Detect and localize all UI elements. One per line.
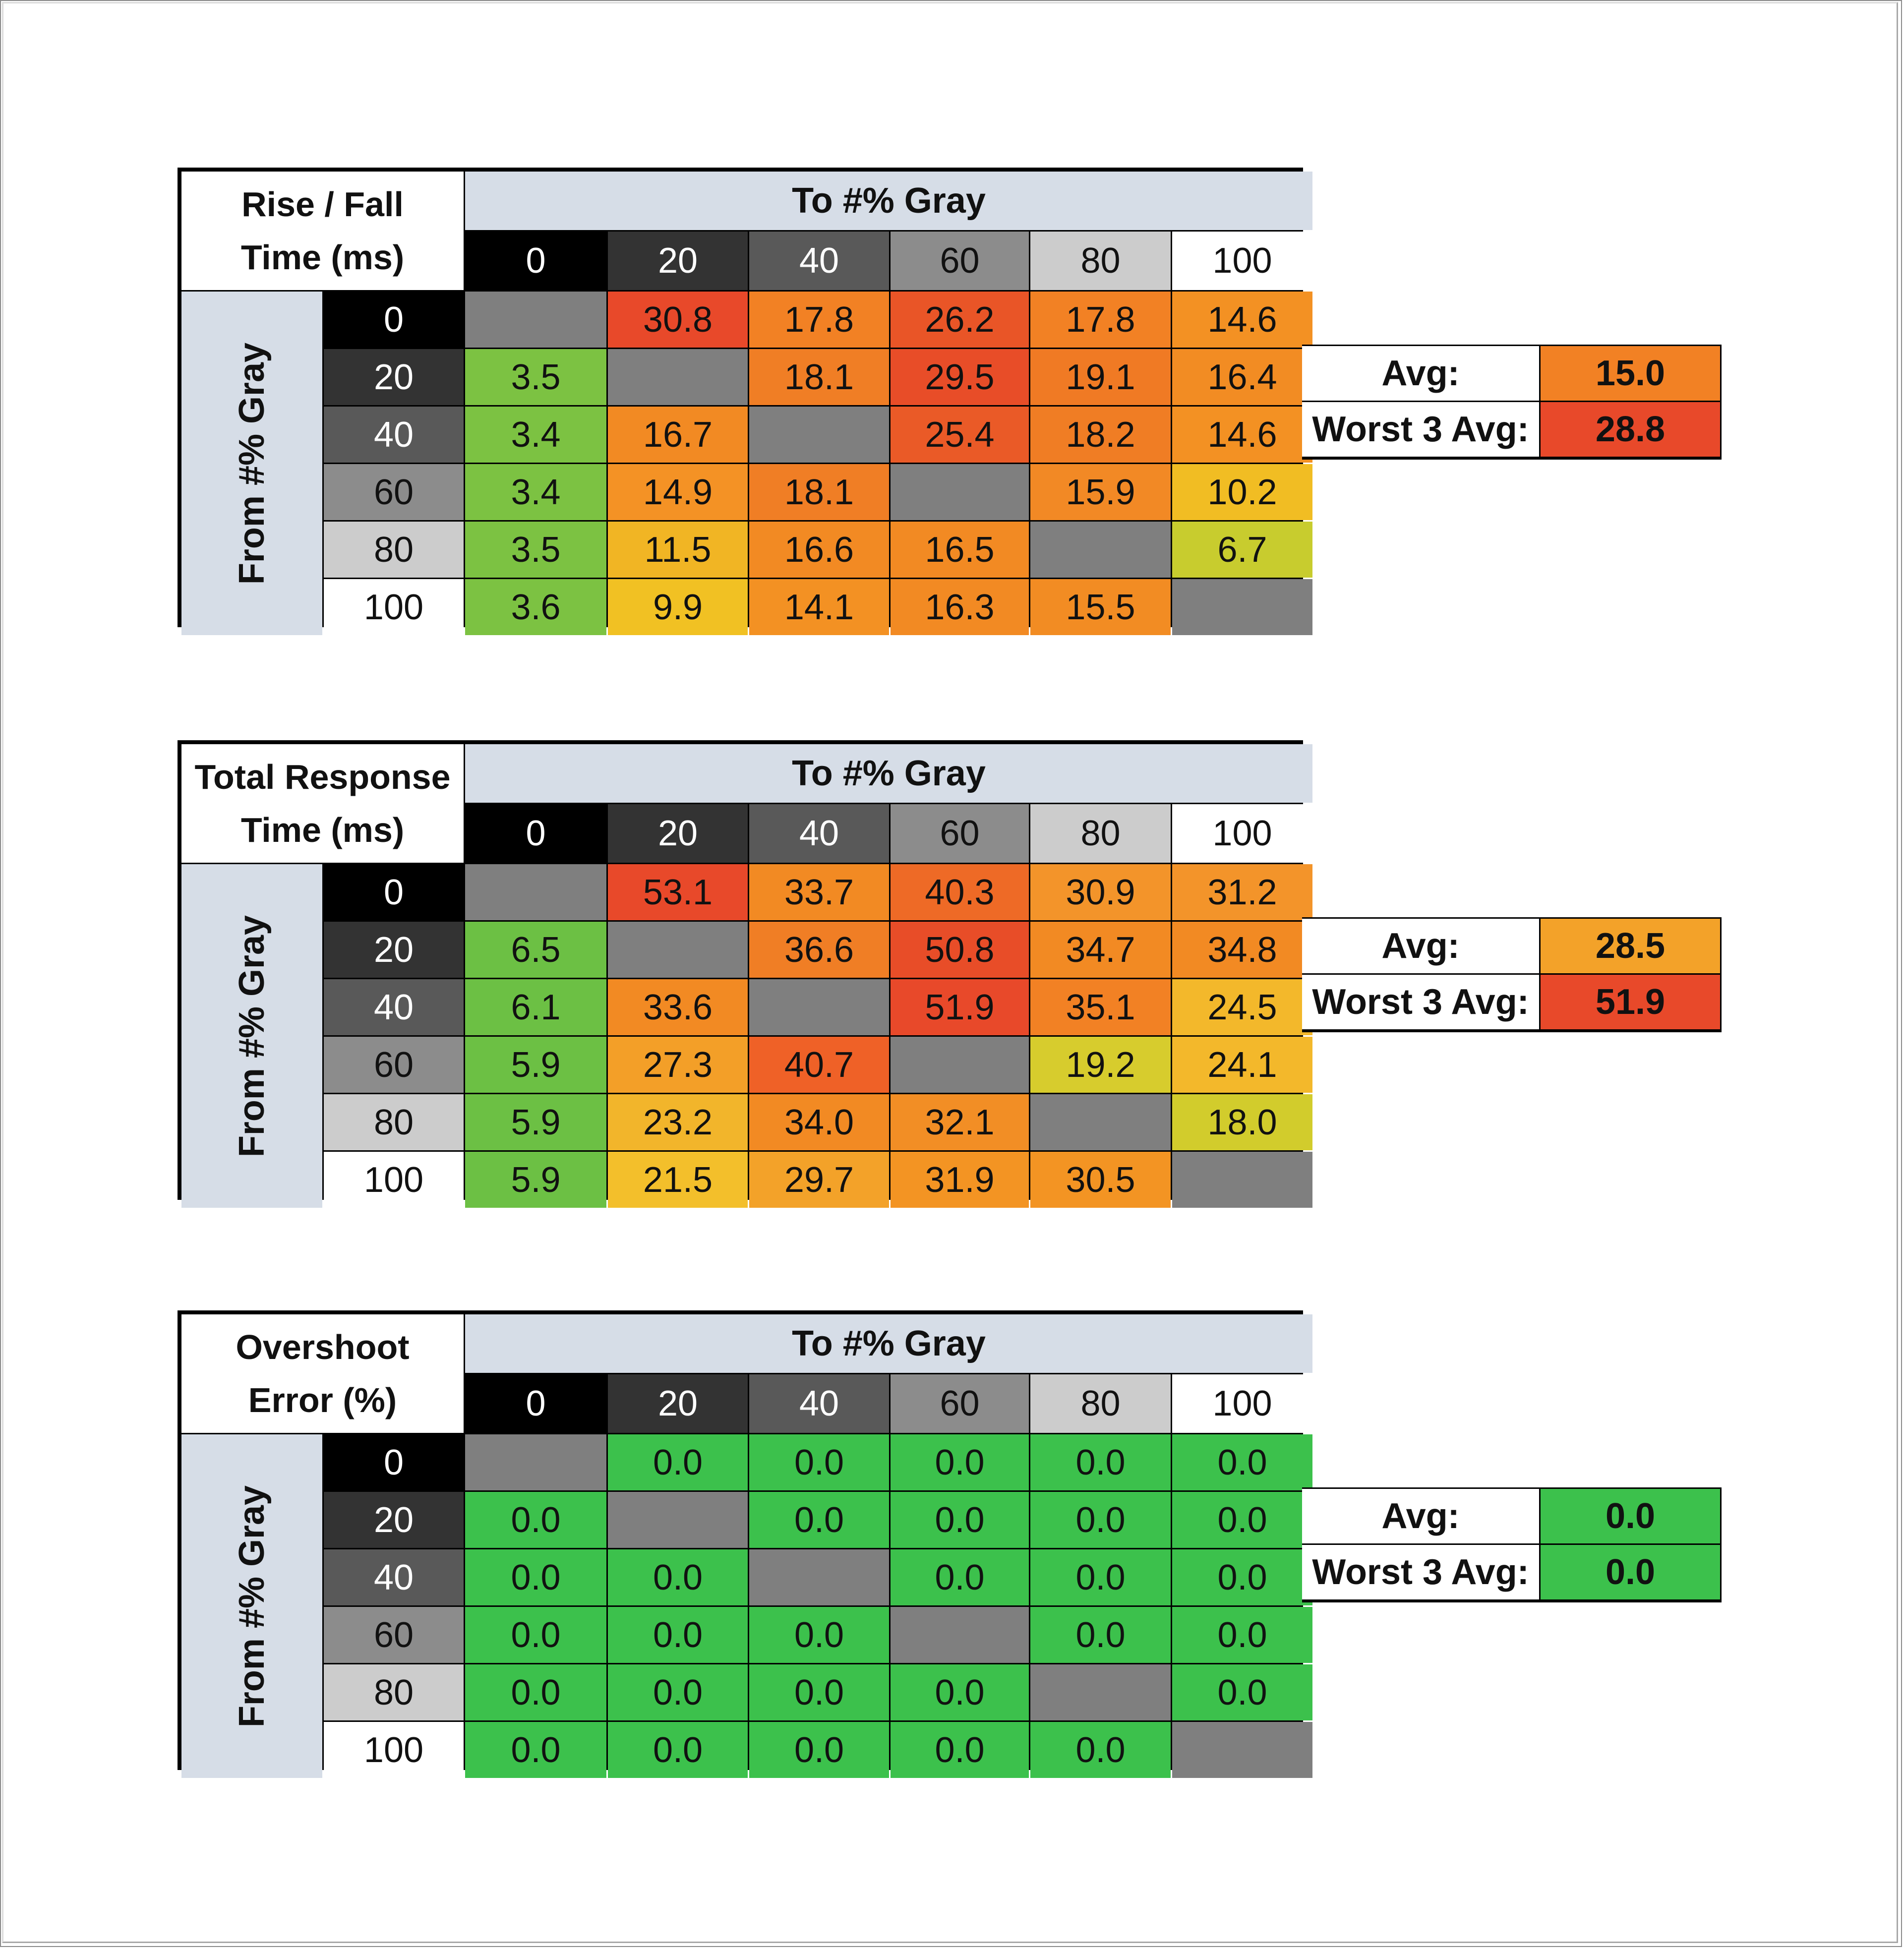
heatmap-cell: 40.7 bbox=[749, 1037, 889, 1093]
heatmap-cell: 15.9 bbox=[1030, 464, 1171, 520]
heatmap-cell: 0.0 bbox=[891, 1434, 1029, 1490]
heatmap-cell: 30.5 bbox=[1030, 1152, 1171, 1208]
worst3-avg-label: Worst 3 Avg: bbox=[1302, 975, 1539, 1029]
worst3-avg-label: Worst 3 Avg: bbox=[1302, 1545, 1539, 1599]
heatmap-cell: 0.0 bbox=[1030, 1549, 1171, 1605]
diagonal-cell bbox=[1030, 1094, 1171, 1150]
heatmap-cell: 24.5 bbox=[1172, 979, 1312, 1035]
row-level-label: 100 bbox=[324, 1152, 464, 1208]
heatmap-cell: 0.0 bbox=[749, 1492, 889, 1548]
heatmap-cell: 0.0 bbox=[1030, 1434, 1171, 1490]
row-level-label: 80 bbox=[324, 522, 464, 578]
row-level-label: 40 bbox=[324, 979, 464, 1035]
table-title-line1: Overshoot bbox=[236, 1328, 410, 1367]
row-header-label: From #% Gray bbox=[232, 1485, 272, 1727]
table-title bbox=[181, 1314, 464, 1433]
heatmap-cell: 31.2 bbox=[1172, 864, 1312, 920]
heatmap-cell: 19.2 bbox=[1030, 1037, 1171, 1093]
heatmap-cell: 18.1 bbox=[749, 349, 889, 405]
row-header-label: From #% Gray bbox=[232, 915, 272, 1157]
row-level-label: 20 bbox=[324, 349, 464, 405]
heatmap-cell: 0.0 bbox=[1030, 1722, 1171, 1778]
heatmap-cell: 0.0 bbox=[1030, 1492, 1171, 1548]
column-level-label: 20 bbox=[608, 232, 748, 290]
column-level-label: 60 bbox=[891, 232, 1029, 290]
row-header-label: From #% Gray bbox=[232, 342, 272, 585]
heatmap-cell: 50.8 bbox=[891, 922, 1029, 978]
heatmap-cell: 0.0 bbox=[465, 1722, 606, 1778]
heatmap-cell: 31.9 bbox=[891, 1152, 1029, 1208]
heatmap-cell: 30.9 bbox=[1030, 864, 1171, 920]
diagonal-cell bbox=[608, 922, 748, 978]
heatmap-cell: 24.1 bbox=[1172, 1037, 1312, 1093]
heatmap-cell: 35.1 bbox=[1030, 979, 1171, 1035]
heatmap-grid bbox=[178, 1310, 1303, 1770]
row-level-label: 60 bbox=[324, 464, 464, 520]
avg-value: 0.0 bbox=[1541, 1489, 1720, 1543]
heatmap-cell: 0.0 bbox=[749, 1434, 889, 1490]
rise-fall-table bbox=[178, 168, 1666, 627]
heatmap-cell: 11.5 bbox=[608, 522, 748, 578]
diagonal-cell bbox=[465, 864, 606, 920]
row-level-label: 0 bbox=[324, 1434, 464, 1490]
total-response-table bbox=[178, 740, 1666, 1200]
heatmap-cell: 0.0 bbox=[749, 1722, 889, 1778]
heatmap-cell: 32.1 bbox=[891, 1094, 1029, 1150]
heatmap-cell: 30.8 bbox=[608, 292, 748, 348]
heatmap-cell: 0.0 bbox=[608, 1607, 748, 1663]
column-level-label: 0 bbox=[465, 1374, 606, 1433]
column-header: To #% Gray bbox=[465, 172, 1312, 230]
heatmap-cell: 40.3 bbox=[891, 864, 1029, 920]
heatmap-cell: 23.2 bbox=[608, 1094, 748, 1150]
heatmap-cell: 34.0 bbox=[749, 1094, 889, 1150]
column-header: To #% Gray bbox=[465, 1314, 1312, 1373]
table-title-line1: Total Response bbox=[194, 758, 451, 797]
column-level-label: 100 bbox=[1172, 1374, 1312, 1433]
row-level-label: 20 bbox=[324, 922, 464, 978]
heatmap-cell: 3.6 bbox=[465, 579, 606, 635]
heatmap-grid bbox=[178, 740, 1303, 1200]
table-title bbox=[181, 172, 464, 290]
heatmap-cell: 0.0 bbox=[891, 1722, 1029, 1778]
heatmap-cell: 19.1 bbox=[1030, 349, 1171, 405]
heatmap-cell: 29.5 bbox=[891, 349, 1029, 405]
diagonal-cell bbox=[465, 292, 606, 348]
column-level-label: 20 bbox=[608, 1374, 748, 1433]
heatmap-cell: 33.6 bbox=[608, 979, 748, 1035]
table-title-line2: Time (ms) bbox=[240, 810, 405, 849]
row-level-label: 100 bbox=[324, 579, 464, 635]
heatmap-cell: 6.7 bbox=[1172, 522, 1312, 578]
heatmap-cell: 25.4 bbox=[891, 407, 1029, 463]
diagonal-cell bbox=[465, 1434, 606, 1490]
heatmap-cell: 36.6 bbox=[749, 922, 889, 978]
row-level-label: 40 bbox=[324, 407, 464, 463]
column-level-label: 20 bbox=[608, 804, 748, 863]
heatmap-grid bbox=[178, 168, 1303, 627]
heatmap-cell: 0.0 bbox=[891, 1549, 1029, 1605]
row-header bbox=[181, 864, 322, 1208]
row-level-label: 0 bbox=[324, 292, 464, 348]
row-header bbox=[181, 292, 322, 635]
diagonal-cell bbox=[1172, 1152, 1312, 1208]
table-title-line1: Rise / Fall bbox=[241, 185, 404, 224]
heatmap-cell: 16.4 bbox=[1172, 349, 1312, 405]
heatmap-cell: 14.9 bbox=[608, 464, 748, 520]
row-level-label: 80 bbox=[324, 1664, 464, 1720]
heatmap-cell: 26.2 bbox=[891, 292, 1029, 348]
heatmap-cell: 0.0 bbox=[1172, 1434, 1312, 1490]
heatmap-cell: 18.0 bbox=[1172, 1094, 1312, 1150]
avg-label: Avg: bbox=[1302, 1489, 1539, 1543]
diagonal-cell bbox=[608, 1492, 748, 1548]
worst3-avg-value: 51.9 bbox=[1541, 975, 1720, 1029]
row-level-label: 60 bbox=[324, 1607, 464, 1663]
diagonal-cell bbox=[1172, 1722, 1312, 1778]
summary-box bbox=[1302, 345, 1722, 460]
heatmap-cell: 21.5 bbox=[608, 1152, 748, 1208]
heatmap-cell: 3.4 bbox=[465, 407, 606, 463]
heatmap-cell: 0.0 bbox=[1172, 1492, 1312, 1548]
heatmap-cell: 14.6 bbox=[1172, 407, 1312, 463]
worst3-avg-label: Worst 3 Avg: bbox=[1302, 402, 1539, 457]
column-level-label: 100 bbox=[1172, 804, 1312, 863]
heatmap-cell: 14.6 bbox=[1172, 292, 1312, 348]
heatmap-cell: 0.0 bbox=[749, 1664, 889, 1720]
heatmap-cell: 5.9 bbox=[465, 1152, 606, 1208]
heatmap-cell: 10.2 bbox=[1172, 464, 1312, 520]
heatmap-cell: 0.0 bbox=[465, 1607, 606, 1663]
heatmap-cell: 27.3 bbox=[608, 1037, 748, 1093]
heatmap-cell: 18.2 bbox=[1030, 407, 1171, 463]
heatmap-cell: 34.8 bbox=[1172, 922, 1312, 978]
row-level-label: 20 bbox=[324, 1492, 464, 1548]
table-title bbox=[181, 744, 464, 863]
heatmap-cell: 0.0 bbox=[608, 1549, 748, 1605]
avg-label: Avg: bbox=[1302, 346, 1539, 401]
heatmap-cell: 3.4 bbox=[465, 464, 606, 520]
column-level-label: 80 bbox=[1030, 232, 1171, 290]
diagonal-cell bbox=[749, 979, 889, 1035]
column-level-label: 60 bbox=[891, 804, 1029, 863]
heatmap-cell: 9.9 bbox=[608, 579, 748, 635]
column-level-label: 80 bbox=[1030, 804, 1171, 863]
heatmap-cell: 0.0 bbox=[608, 1722, 748, 1778]
overshoot-error-table bbox=[178, 1310, 1656, 1770]
table-title-line2: Time (ms) bbox=[240, 237, 405, 277]
avg-value: 28.5 bbox=[1541, 919, 1720, 973]
summary-box bbox=[1302, 1487, 1722, 1602]
heatmap-cell: 0.0 bbox=[608, 1434, 748, 1490]
row-level-label: 40 bbox=[324, 1549, 464, 1605]
heatmap-cell: 0.0 bbox=[891, 1492, 1029, 1548]
heatmap-cell: 33.7 bbox=[749, 864, 889, 920]
heatmap-cell: 0.0 bbox=[891, 1664, 1029, 1720]
avg-label: Avg: bbox=[1302, 919, 1539, 973]
heatmap-cell: 17.8 bbox=[1030, 292, 1171, 348]
heatmap-cell: 34.7 bbox=[1030, 922, 1171, 978]
column-level-label: 40 bbox=[749, 232, 889, 290]
column-level-label: 60 bbox=[891, 1374, 1029, 1433]
heatmap-cell: 0.0 bbox=[1030, 1607, 1171, 1663]
row-level-label: 0 bbox=[324, 864, 464, 920]
row-header bbox=[181, 1434, 322, 1778]
row-level-label: 80 bbox=[324, 1094, 464, 1150]
heatmap-cell: 53.1 bbox=[608, 864, 748, 920]
column-level-label: 0 bbox=[465, 232, 606, 290]
heatmap-cell: 16.7 bbox=[608, 407, 748, 463]
heatmap-cell: 0.0 bbox=[1172, 1607, 1312, 1663]
heatmap-cell: 3.5 bbox=[465, 522, 606, 578]
heatmap-cell: 16.5 bbox=[891, 522, 1029, 578]
worst3-avg-value: 0.0 bbox=[1541, 1545, 1720, 1599]
diagonal-cell bbox=[1172, 579, 1312, 635]
column-level-label: 40 bbox=[749, 804, 889, 863]
heatmap-cell: 3.5 bbox=[465, 349, 606, 405]
worst3-avg-value: 28.8 bbox=[1541, 402, 1720, 457]
heatmap-cell: 51.9 bbox=[891, 979, 1029, 1035]
column-level-label: 80 bbox=[1030, 1374, 1171, 1433]
column-level-label: 100 bbox=[1172, 232, 1312, 290]
diagonal-cell bbox=[891, 1037, 1029, 1093]
diagonal-cell bbox=[608, 349, 748, 405]
heatmap-cell: 0.0 bbox=[608, 1664, 748, 1720]
heatmap-cell: 16.3 bbox=[891, 579, 1029, 635]
summary-box bbox=[1302, 917, 1722, 1032]
heatmap-cell: 0.0 bbox=[749, 1607, 889, 1663]
heatmap-cell: 0.0 bbox=[1172, 1664, 1312, 1720]
heatmap-cell: 29.7 bbox=[749, 1152, 889, 1208]
diagonal-cell bbox=[891, 1607, 1029, 1663]
heatmap-cell: 6.1 bbox=[465, 979, 606, 1035]
diagonal-cell bbox=[1030, 1664, 1171, 1720]
avg-value: 15.0 bbox=[1541, 346, 1720, 401]
heatmap-cell: 5.9 bbox=[465, 1037, 606, 1093]
diagonal-cell bbox=[1030, 522, 1171, 578]
heatmap-cell: 0.0 bbox=[465, 1664, 606, 1720]
column-level-label: 40 bbox=[749, 1374, 889, 1433]
heatmap-cell: 18.1 bbox=[749, 464, 889, 520]
column-header: To #% Gray bbox=[465, 744, 1312, 803]
row-level-label: 100 bbox=[324, 1722, 464, 1778]
heatmap-cell: 17.8 bbox=[749, 292, 889, 348]
heatmap-cell: 6.5 bbox=[465, 922, 606, 978]
table-title-line2: Error (%) bbox=[248, 1380, 397, 1419]
heatmap-cell: 14.1 bbox=[749, 579, 889, 635]
heatmap-cell: 16.6 bbox=[749, 522, 889, 578]
diagonal-cell bbox=[749, 407, 889, 463]
diagonal-cell bbox=[749, 1549, 889, 1605]
column-level-label: 0 bbox=[465, 804, 606, 863]
heatmap-cell: 0.0 bbox=[465, 1549, 606, 1605]
heatmap-cell: 15.5 bbox=[1030, 579, 1171, 635]
row-level-label: 60 bbox=[324, 1037, 464, 1093]
heatmap-cell: 0.0 bbox=[465, 1492, 606, 1548]
heatmap-cell: 0.0 bbox=[1172, 1549, 1312, 1605]
diagonal-cell bbox=[891, 464, 1029, 520]
heatmap-cell: 5.9 bbox=[465, 1094, 606, 1150]
